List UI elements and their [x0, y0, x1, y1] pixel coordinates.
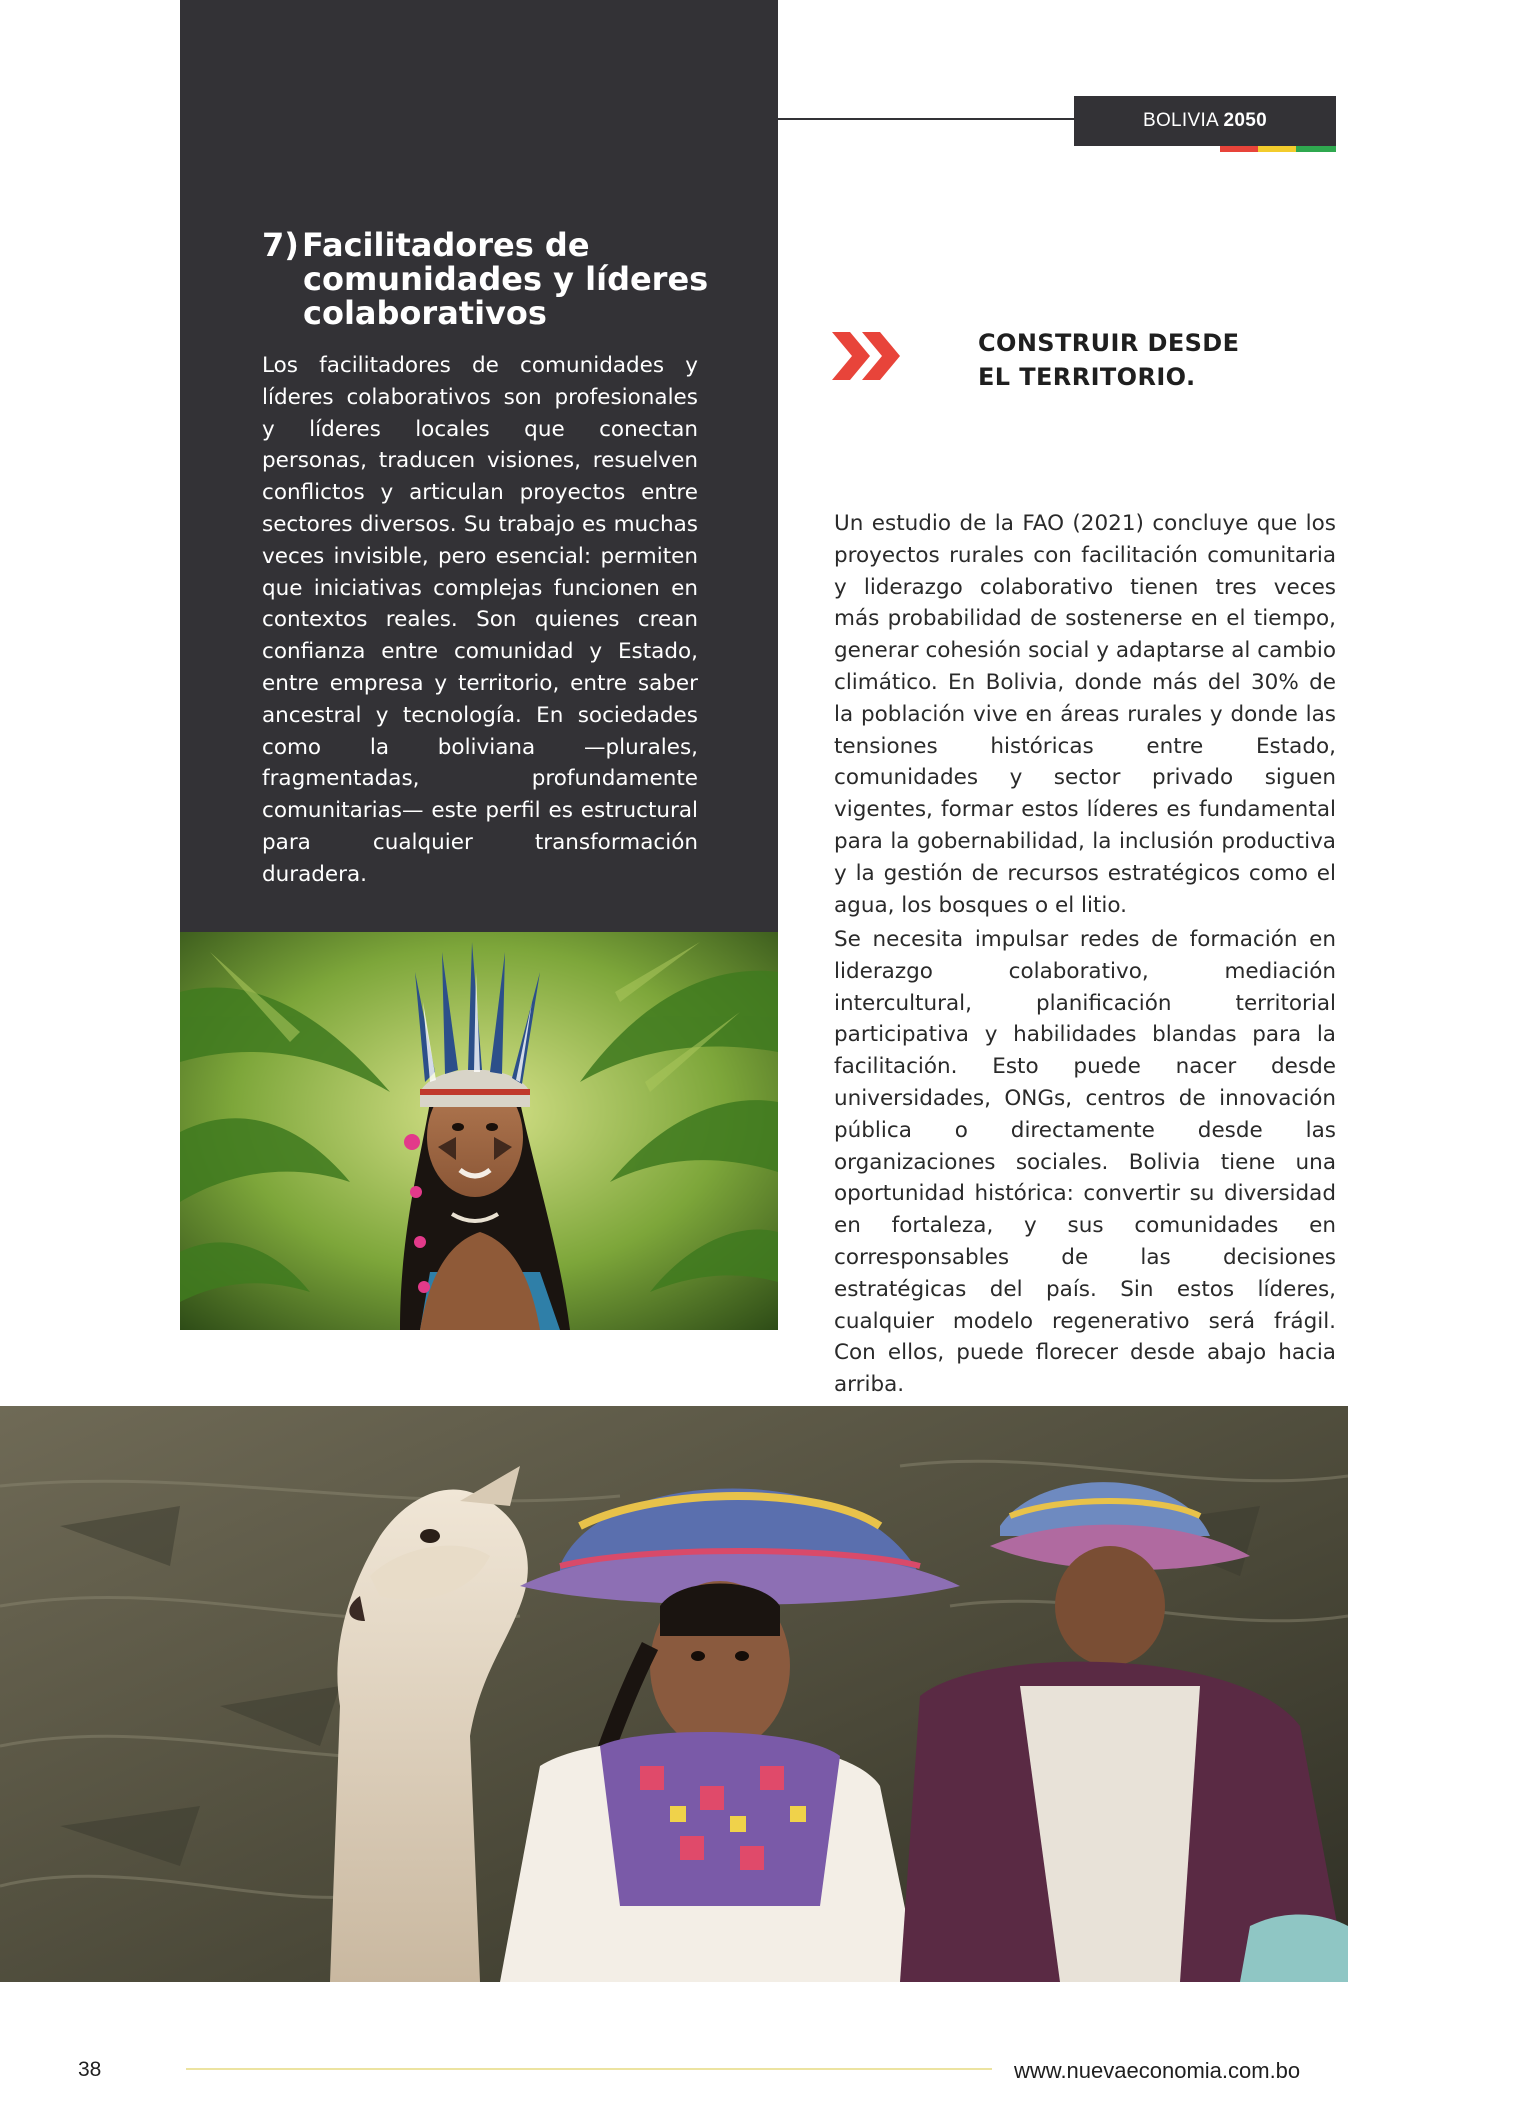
brand-name: BOLIVIA [1142, 110, 1218, 131]
section-title-line-1: Facilitadores de [302, 226, 590, 264]
section-title-line-3: colaborativos [303, 294, 547, 332]
brand-year: 2050 [1223, 110, 1268, 131]
page-number: 38 [78, 2058, 102, 2081]
brand-badge [1074, 96, 1336, 146]
section-number: 7) [262, 226, 299, 264]
footer-rule [186, 2068, 992, 2070]
section-intro-text: Los facilitadores de comunidades y líderes colaborativos son profesionales y líderes locales que conectan personas, traducen visiones, resuelven conflictos y articulan proyectos entre sectores diversos. Su trabajo es muchas veces invisible, pero esencial: permiten que iniciativas complejas funcionen en contextos reales. Son quienes crean confianza entre comunidad y Estado, entre empresa y territorio, entre saber ancestral y tecnología. En sociedades como la boliviana —plurales, fragmentadas, profundamente comunitarias— este perfil es estructural para cualquier transformación duradera. [262, 353, 698, 887]
flag-stripe-green [1296, 146, 1336, 152]
callout-heading [978, 326, 1318, 394]
llama-andean-women-photo [0, 1406, 1348, 1982]
callout-line-1: CONSTRUIR DESDE [978, 329, 1240, 357]
body-paragraph-1: Un estudio de la FAO (2021) concluye que los proyectos rurales con facilitación comunitaria y liderazgo colaborativo tienen tres veces más probabilidad de sostenerse en el tiempo, generar cohesión social y adaptarse al cambio climático. En Bolivia, donde más del 30% de la población vive en áreas rurales y donde las tensiones históricas entre Estado, comunidades y sector privado siguen vigentes, formar estos líderes es fundamental para la gobernabilidad, la inclusión productiva y la gestión de recursos estratégicos como el agua, los bosques o el litio. [834, 511, 1336, 918]
flag-stripe-yellow [1258, 146, 1296, 152]
double-chevron-right-icon [832, 330, 902, 382]
indigenous-girl-photo [180, 932, 778, 1330]
callout-line-2: EL TERRITORIO. [978, 363, 1196, 391]
body-paragraph-2: Se necesita impulsar redes de formación en liderazgo colaborativo, mediación intercultural, planificación territorial participativa y habilidades blandas para la facilitación. Esto puede nacer desde universidades, ONGs, centros de innovación pública o directamente desde las organizaciones sociales. Bolivia tiene una oportunidad histórica: convertir su diversidad en fortaleza, y sus comunidades en corresponsables de las decisiones estratégicas del país. Sin estos líderes, cualquier modelo regenerativo será frágil. Con ellos, puede florecer desde abajo hacia arriba. [834, 927, 1336, 1398]
header-rule [778, 118, 1074, 120]
section-title-line-2: comunidades y líderes [303, 260, 709, 298]
flag-stripe-red [1220, 146, 1258, 152]
section-title [262, 228, 732, 330]
footer-website-link[interactable]: www.nuevaeconomia.com.bo [1014, 2058, 1301, 2083]
